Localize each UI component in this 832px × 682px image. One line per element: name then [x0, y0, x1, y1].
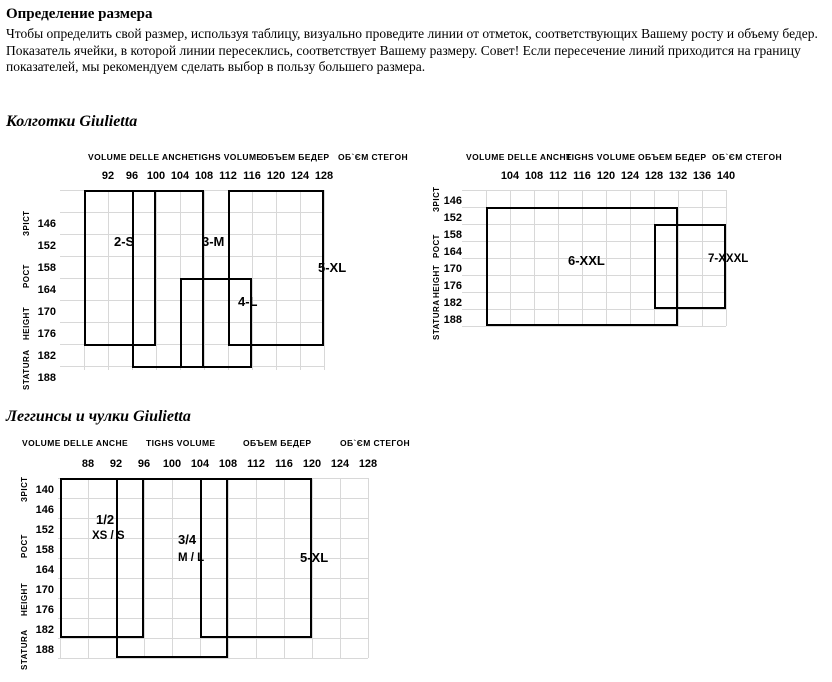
grid-vline [340, 478, 341, 658]
y-tick: 170 [37, 306, 56, 318]
header-height-en: HEIGHT [432, 264, 441, 298]
header-hip-ru: ОБЪЕМ БЕДЕР [638, 152, 707, 162]
x-tick: 128 [314, 170, 334, 182]
zone-label-xs-s: XS / S [92, 530, 125, 542]
header-hip-ru: ОБЪЕМ БЕДЕР [243, 438, 312, 448]
x-tick: 120 [266, 170, 286, 182]
zone-label-1-2: 1/2 [96, 512, 115, 527]
zone-label-4l: 4-L [238, 294, 258, 309]
size-zone-7xxxl [654, 224, 726, 309]
header-hip-it: VOLUME DELLE ANCHE [466, 152, 573, 162]
intro-paragraph: Чтобы определить свой размер, используя таблицу, визуально проведите линии от отметок, соответствующих Вашему росту и объему бедер. Показатель ячейки, в которой линии пересеклись, соответствует Вашему размеру. Совет! Если пересечение линий приходится на границу показателей, мы рекомендуем сделать выбор в пользу большего размера. [6, 26, 818, 74]
chart-leggings [0, 430, 440, 680]
zone-label-3-4: 3/4 [178, 532, 197, 547]
zone-label-m-l: M / L [178, 552, 205, 564]
x-tick: 92 [101, 170, 115, 182]
zone-label-7xxxl: 7-XXXL [708, 253, 749, 265]
x-tick: 124 [620, 170, 640, 182]
x-tick: 124 [290, 170, 310, 182]
x-tick: 112 [247, 458, 265, 470]
header-height-it: STATURA [432, 299, 441, 340]
y-tick: 176 [443, 280, 462, 292]
x-tick: 104 [170, 170, 190, 182]
x-tick: 140 [716, 170, 736, 182]
size-zone-5xl [200, 478, 312, 638]
y-tick: 188 [35, 644, 54, 656]
x-tick: 120 [596, 170, 616, 182]
zone-label-2s: 2-S [114, 234, 135, 249]
x-tick: 100 [162, 458, 182, 470]
header-height-it: STATURA [22, 349, 31, 390]
x-tick: 92 [109, 458, 123, 470]
x-tick: 136 [692, 170, 712, 182]
zone-label-5xl: 5-XL [318, 260, 347, 275]
grid-hline [462, 190, 726, 191]
x-tick: 112 [549, 170, 567, 182]
x-tick: 116 [573, 170, 591, 182]
zone-label-6xxl: 6-XXL [568, 253, 605, 268]
header-height-ru-short: ЗРIСТ [432, 186, 441, 212]
size-zone-5xl [228, 190, 324, 346]
header-height-ru-short: ЗРIСТ [22, 210, 31, 236]
y-tick: 152 [35, 524, 54, 536]
page-title: Определение размера [6, 6, 153, 22]
y-tick: 164 [443, 246, 462, 258]
x-tick: 104 [190, 458, 210, 470]
header-hip-ru: ОБЪЕМ БЕДЕР [261, 152, 330, 162]
x-tick: 116 [275, 458, 293, 470]
y-tick: 164 [37, 284, 56, 296]
x-tick: 128 [358, 458, 378, 470]
x-tick: 132 [668, 170, 688, 182]
y-tick: 152 [443, 212, 462, 224]
y-tick: 140 [35, 484, 54, 496]
header-hip-it: VOLUME DELLE ANCHE [88, 152, 195, 162]
y-tick: 182 [35, 624, 54, 636]
y-tick: 188 [443, 314, 462, 326]
header-hip-en: TIGHS VOLUME [146, 438, 216, 448]
y-tick: 176 [37, 328, 56, 340]
header-height-en: HEIGHT [20, 582, 29, 616]
zone-label-3m: 3-M [202, 234, 225, 249]
y-tick: 182 [37, 350, 56, 362]
header-hip-it: VOLUME DELLE ANCHE [22, 438, 129, 448]
x-tick: 128 [644, 170, 664, 182]
zone-label-5xl: 5-XL [300, 550, 329, 565]
x-tick: 124 [330, 458, 350, 470]
x-tick: 108 [524, 170, 544, 182]
grid-hline [58, 658, 368, 659]
grid-hline [462, 326, 726, 327]
x-tick: 120 [302, 458, 322, 470]
grid-vline [368, 478, 369, 658]
chart-tights-small [0, 140, 430, 390]
section-title-tights: Колготки Giulietta [6, 113, 138, 130]
grid-vline [324, 190, 325, 370]
x-tick: 96 [125, 170, 139, 182]
header-hip-ua: ОБ`ЄМ СТЕГОН [712, 152, 783, 162]
x-tick: 116 [243, 170, 261, 182]
header-height-en: HEIGHT [22, 306, 31, 340]
header-height-ru: РОСТ [22, 264, 31, 288]
y-tick: 182 [443, 297, 462, 309]
y-tick: 164 [35, 564, 54, 576]
intro-block [6, 6, 826, 76]
y-tick: 146 [443, 195, 462, 207]
y-tick: 146 [35, 504, 54, 516]
x-tick: 88 [81, 458, 95, 470]
y-tick: 152 [37, 240, 56, 252]
header-height-ru: РОСТ [432, 234, 441, 258]
y-tick: 188 [37, 372, 56, 384]
x-tick: 104 [500, 170, 520, 182]
header-hip-en: TIGHS VOLUME [566, 152, 636, 162]
y-tick: 146 [37, 218, 56, 230]
x-tick: 112 [219, 170, 237, 182]
x-tick: 96 [137, 458, 151, 470]
header-hip-ua: ОБ`ЄМ СТЕГОН [338, 152, 409, 162]
header-height-it: STATURA [20, 629, 29, 670]
y-tick: 170 [35, 584, 54, 596]
grid-vline [312, 478, 313, 658]
y-tick: 158 [37, 262, 56, 274]
x-tick: 108 [194, 170, 214, 182]
header-height-ru-short: ЗРIСТ [20, 476, 29, 502]
x-tick: 108 [218, 458, 238, 470]
header-height-ru: РОСТ [20, 534, 29, 558]
y-tick: 158 [443, 229, 462, 241]
header-hip-ua: ОБ`ЄМ СТЕГОН [340, 438, 411, 448]
y-tick: 158 [35, 544, 54, 556]
y-tick: 176 [35, 604, 54, 616]
header-hip-en: TIGHS VOLUME [193, 152, 263, 162]
chart-tights-large [432, 140, 832, 340]
x-tick: 100 [146, 170, 166, 182]
y-tick: 170 [443, 263, 462, 275]
section-title-leggings: Леггинсы и чулки Giulietta [6, 408, 191, 425]
